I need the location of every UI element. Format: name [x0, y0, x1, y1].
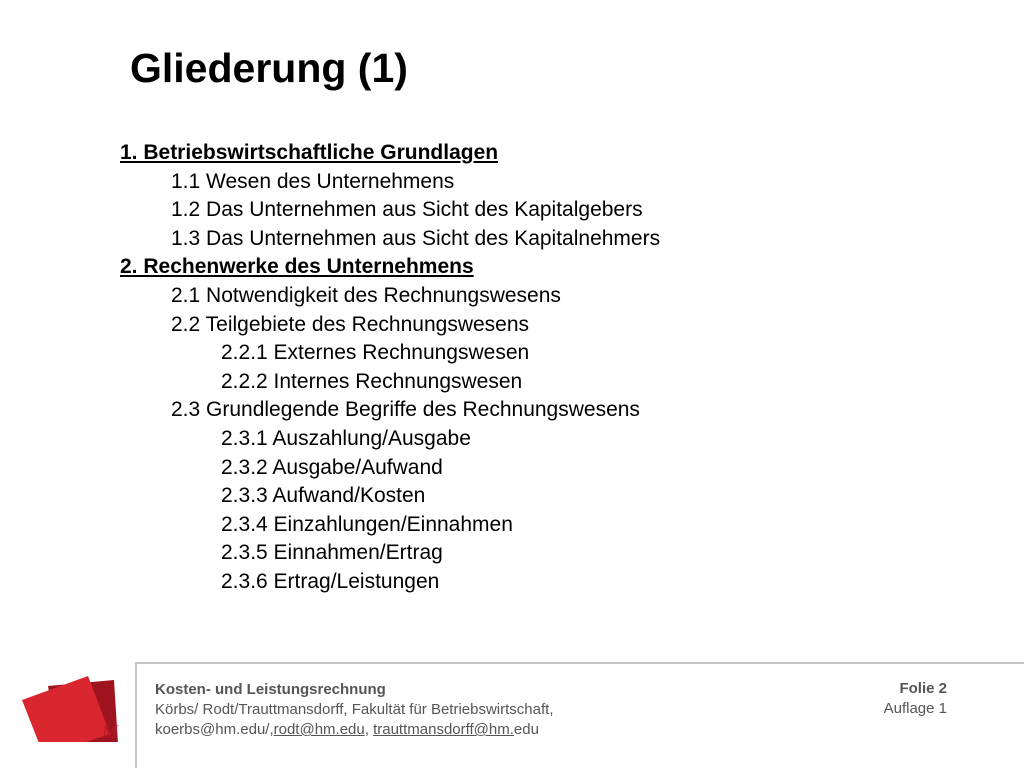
email-trauttmansdorff-link[interactable]: trauttmansdorff@hm.	[373, 721, 514, 738]
footer	[135, 662, 1024, 768]
email-tail: edu	[513, 721, 539, 738]
outline-subsection: 2.3.5 Einnahmen/Ertrag	[221, 541, 443, 565]
outline-chapter: 1. Betriebswirtschaftliche Grundlagen	[120, 141, 499, 164]
edition-label: Auflage 1	[883, 700, 947, 717]
email-koerbs: koerbs@hm.edu/,	[155, 721, 274, 738]
outline-subsection: 2.2.2 Internes Rechnungswesen	[221, 369, 523, 393]
outline-subsection: 2.2.1 Externes Rechnungswesen	[221, 341, 530, 365]
outline-section: 1.1 Wesen des Unternehmens	[171, 169, 455, 193]
outline-subsection: 2.3.3 Aufwand/Kosten	[221, 484, 426, 508]
outline-section: 1.3 Das Unternehmen aus Sicht des Kapitalnehmers	[171, 226, 661, 250]
outline-subsection: 2.3.1 Auszahlung/Ausgabe	[221, 426, 471, 450]
footer-credits	[155, 680, 554, 740]
email-rodt-link[interactable]: rodt@hm.edu	[273, 721, 365, 738]
slide-info	[884, 679, 947, 719]
footer-divider-vertical	[135, 662, 137, 768]
authors-line: Körbs/ Rodt/Trauttmansdorff, Fakultät für Betriebswirtschaft,	[155, 701, 554, 718]
outline-list	[120, 139, 660, 597]
outline-chapter: 2. Rechenwerke des Unternehmens	[120, 255, 474, 279]
outline-subsection: 2.3.2 Ausgabe/Aufwand	[221, 455, 443, 479]
outline-subsection: 2.3.4 Einzahlungen/Einnahmen	[221, 512, 513, 536]
outline-subsection: 2.3.6 Ertrag/Leistungen	[221, 569, 440, 593]
outline-section: 1.2 Das Unternehmen aus Sicht des Kapitalgebers	[171, 198, 643, 222]
logo-letter: M	[102, 722, 118, 743]
course-title: Kosten- und Leistungsrechnung	[155, 681, 386, 698]
emails-line	[155, 720, 554, 740]
outline-section: 2.1 Notwendigkeit des Rechnungswesens	[171, 283, 561, 307]
outline-section: 2.2 Teilgebiete des Rechnungswesens	[171, 312, 530, 336]
email-separator: ,	[364, 721, 374, 738]
slide-number: Folie 2	[899, 680, 947, 697]
slide-title: Gliederung (1)	[130, 45, 408, 91]
outline-section: 2.3 Grundlegende Begriffe des Rechnungswesens	[171, 398, 640, 422]
footer-divider-horizontal	[135, 662, 1024, 664]
